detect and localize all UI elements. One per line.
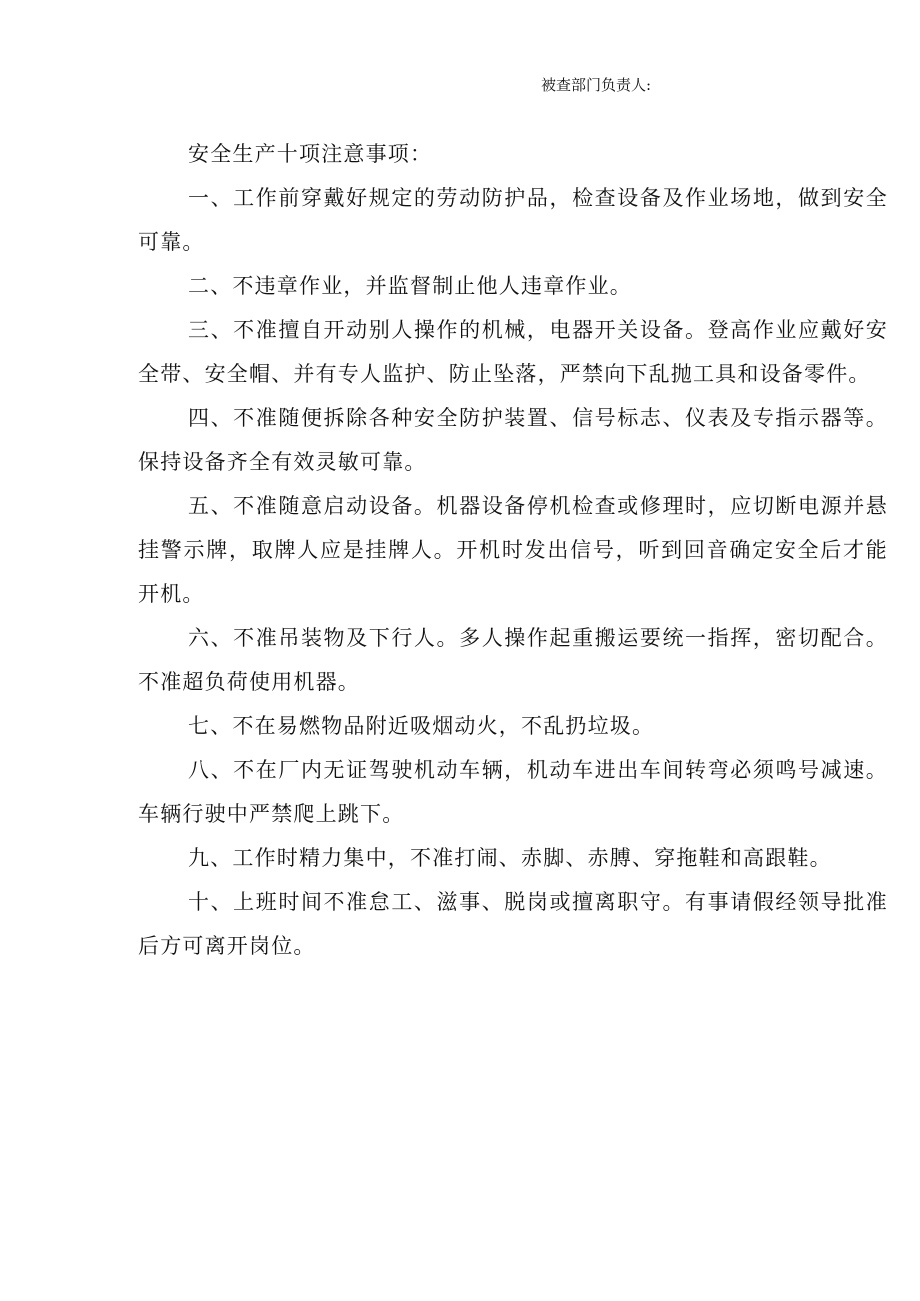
- safety-item-1: 一、工作前穿戴好规定的劳动防护品，检查设备及作业场地，做到安全可靠。: [138, 186, 888, 254]
- safety-item-2: 二、不违章作业，并监督制止他人违章作业。: [188, 274, 632, 298]
- safety-item-5: 五、不准随意启动设备。机器设备停机检查或修理时，应切断电源并悬挂警示牌，取牌人应是挂牌人。开机时发出信号，听到回音确定安全后才能开机。: [138, 494, 888, 606]
- safety-item-10: 十、上班时间不准怠工、滋事、脱岗或擅离职守。有事请假经领导批准后方可离开岗位。: [138, 890, 888, 958]
- safety-item-6: 六、不准吊装物及下行人。多人操作起重搬运要统一指挥，密切配合。不准超负荷使用机器。: [138, 626, 888, 694]
- safety-item-8: 八、不在厂内无证驾驶机动车辆，机动车进出车间转弯必须鸣号减速。车辆行驶中严禁爬上跳下。: [138, 758, 888, 826]
- document-body: [138, 132, 888, 968]
- document-title: 安全生产十项注意事项：: [188, 142, 433, 166]
- safety-item-3: 三、不准擅自开动别人操作的机械，电器开关设备。登高作业应戴好安全带、安全帽、并有专人监护、防止坠落，严禁向下乱抛工具和设备零件。: [138, 318, 888, 386]
- safety-item-4: 四、不准随便拆除各种安全防护装置、信号标志、仪表及专指示器等。保持设备齐全有效灵敏可靠。: [138, 406, 888, 474]
- inspected-department-head-label: 被查部门负责人:: [541, 76, 652, 94]
- safety-item-7: 七、不在易燃物品附近吸烟动火，不乱扔垃圾。: [188, 714, 655, 738]
- safety-item-9: 九、工作时精力集中，不准打闹、赤脚、赤膊、穿拖鞋和高跟鞋。: [188, 846, 832, 870]
